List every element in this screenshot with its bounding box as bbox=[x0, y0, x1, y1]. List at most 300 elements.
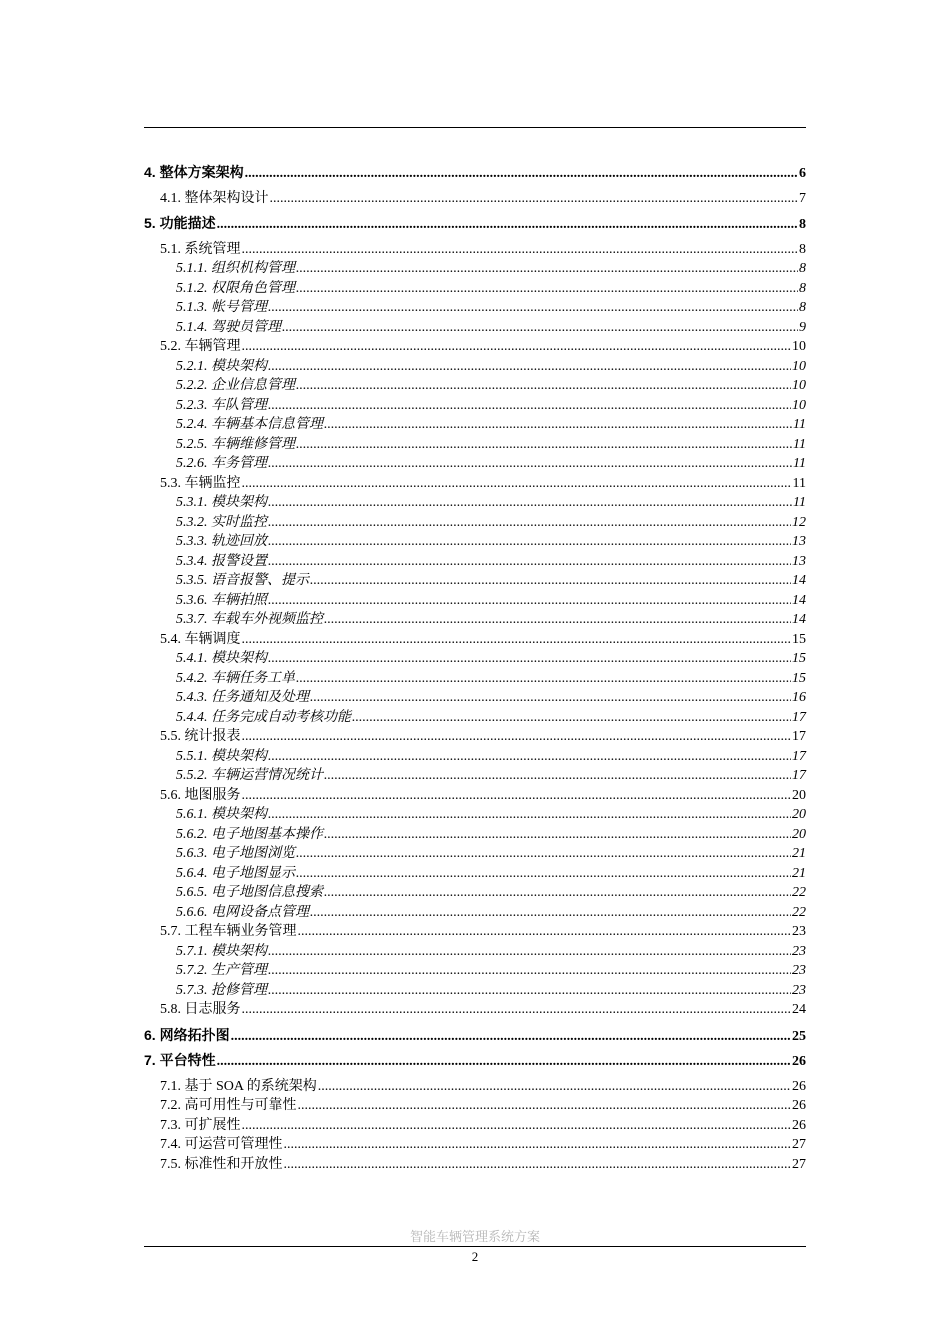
toc-entry-number: 5.6.4. bbox=[176, 865, 208, 881]
toc-entry-number: 5.5.1. bbox=[176, 748, 208, 764]
toc-entry-title: 车载车外视频监控 bbox=[211, 612, 323, 627]
toc-entry-title: 模块架构 bbox=[211, 943, 267, 959]
toc-entry[interactable] bbox=[144, 493, 806, 513]
toc-entry-page: 17 bbox=[792, 709, 806, 725]
toc-entry-label bbox=[160, 1096, 297, 1116]
toc-leader-dots bbox=[242, 1116, 792, 1136]
toc-entry-title: 平台特性 bbox=[159, 1052, 216, 1068]
toc-entry-title: 车辆运营情况统计 bbox=[211, 768, 323, 783]
toc-entry-label bbox=[160, 1000, 241, 1020]
toc-leader-dots bbox=[268, 591, 791, 611]
toc-leader-dots bbox=[296, 259, 798, 279]
toc-entry-page: 8 bbox=[799, 241, 806, 257]
toc-entry[interactable] bbox=[144, 337, 806, 357]
toc-entry-label bbox=[176, 396, 267, 416]
toc-entry-label bbox=[160, 1116, 241, 1136]
toc-entry-number: 5.3.2. bbox=[176, 514, 208, 530]
toc-entry[interactable] bbox=[144, 474, 806, 494]
toc-entry[interactable] bbox=[144, 864, 806, 884]
toc-entry-title: 电子地图信息搜索 bbox=[211, 885, 323, 900]
toc-entry-label bbox=[176, 415, 323, 435]
toc-leader-dots bbox=[296, 435, 792, 455]
toc-entry-number: 5.2.4. bbox=[176, 417, 208, 432]
toc-entry[interactable] bbox=[144, 571, 806, 591]
toc-entry-title: 车辆拍照 bbox=[211, 592, 267, 608]
toc-entry-page: 7 bbox=[799, 190, 806, 206]
toc-entry-page: 17 bbox=[792, 748, 806, 764]
toc-entry-label bbox=[176, 825, 323, 845]
toc-leader-dots bbox=[242, 786, 792, 806]
toc-entry-label bbox=[176, 279, 295, 299]
toc-entry-number: 5.4. bbox=[160, 631, 181, 647]
toc-entry-number: 4.1. bbox=[160, 190, 181, 206]
toc-leader-dots bbox=[268, 942, 791, 962]
toc-entry-title: 电网设备点管理 bbox=[211, 904, 309, 920]
toc-entry-number: 5.3.5. bbox=[176, 573, 208, 588]
toc-entry[interactable] bbox=[144, 591, 806, 611]
toc-entry-page: 20 bbox=[792, 807, 806, 822]
toc-leader-dots bbox=[268, 552, 791, 572]
toc-entry-title: 模块架构 bbox=[211, 495, 267, 510]
toc-entry[interactable] bbox=[144, 1116, 806, 1136]
toc-leader-dots bbox=[284, 1155, 792, 1175]
toc-entry-title: 可扩展性 bbox=[184, 1117, 241, 1133]
toc-entry[interactable] bbox=[144, 844, 806, 864]
toc-entry-number: 5.8. bbox=[160, 1002, 181, 1017]
toc-entry-label bbox=[160, 474, 241, 494]
toc-entry-title: 统计报表 bbox=[184, 729, 241, 744]
toc-entry-page: 14 bbox=[792, 573, 806, 588]
toc-entry[interactable] bbox=[144, 688, 806, 708]
toc-entry-label bbox=[144, 1051, 216, 1071]
toc-entry-title: 高可用性与可靠性 bbox=[184, 1098, 297, 1113]
toc-entry[interactable] bbox=[144, 669, 806, 689]
toc-entry-title: 抢修管理 bbox=[211, 982, 267, 998]
toc-entry[interactable] bbox=[144, 766, 806, 786]
toc-entry-title: 模块架构 bbox=[211, 748, 267, 764]
toc-entry-label bbox=[176, 981, 267, 1001]
toc-leader-dots bbox=[242, 240, 799, 260]
toc-entry-title: 车辆维修管理 bbox=[211, 436, 295, 452]
toc-entry-title: 日志服务 bbox=[184, 1002, 241, 1017]
toc-entry-number: 5.5. bbox=[160, 729, 181, 744]
toc-leader-dots bbox=[282, 318, 798, 338]
toc-entry-title: 车辆任务工单 bbox=[211, 670, 295, 686]
toc-leader-dots bbox=[298, 922, 792, 942]
toc-leader-dots bbox=[296, 279, 798, 299]
toc-entry-page: 11 bbox=[793, 436, 806, 452]
toc-entry-label bbox=[176, 532, 267, 552]
toc-entry-label bbox=[160, 727, 241, 747]
toc-entry-page: 8 bbox=[799, 261, 806, 276]
toc-entry[interactable] bbox=[144, 357, 806, 377]
toc-entry-title: 可运营可管理性 bbox=[184, 1137, 283, 1152]
toc-entry-number: 5.3.7. bbox=[176, 612, 208, 627]
toc-entry[interactable] bbox=[144, 513, 806, 533]
toc-leader-dots bbox=[268, 357, 791, 377]
toc-entry-label bbox=[160, 1155, 283, 1175]
toc-leader-dots bbox=[298, 1096, 792, 1116]
toc-entry-title: 系统管理 bbox=[184, 241, 241, 257]
toc-entry-number: 5.6.1. bbox=[176, 807, 208, 822]
toc-entry[interactable] bbox=[144, 961, 806, 981]
toc-leader-dots bbox=[352, 708, 791, 728]
toc-leader-dots bbox=[242, 727, 792, 747]
toc-entry-page: 23 bbox=[792, 982, 806, 998]
toc-entry-number: 7.5. bbox=[160, 1156, 181, 1172]
toc-entry[interactable] bbox=[144, 435, 806, 455]
toc-entry-label bbox=[176, 298, 267, 318]
toc-entry-page: 10 bbox=[792, 358, 806, 374]
toc-leader-dots bbox=[270, 189, 799, 209]
toc-entry-number: 5.6.3. bbox=[176, 846, 208, 861]
toc-entry-number: 5.1.4. bbox=[176, 319, 208, 335]
toc-entry-title: 车队管理 bbox=[211, 397, 267, 413]
toc-entry-label bbox=[176, 571, 309, 591]
toc-entry-number: 5.1.1. bbox=[176, 261, 208, 276]
toc-entry-label bbox=[176, 766, 323, 786]
toc-entry-number: 5.4.1. bbox=[176, 651, 208, 666]
toc-leader-dots bbox=[324, 766, 791, 786]
toc-entry[interactable] bbox=[144, 610, 806, 630]
toc-entry-title: 车辆基本信息管理 bbox=[211, 417, 323, 432]
toc-entry-page: 15 bbox=[792, 651, 806, 666]
toc-entry-label bbox=[176, 669, 295, 689]
toc-entry[interactable] bbox=[144, 552, 806, 572]
toc-leader-dots bbox=[268, 961, 791, 981]
toc-entry-number: 5.1.3. bbox=[176, 300, 208, 315]
toc-entry[interactable] bbox=[144, 922, 806, 942]
toc-entry-label bbox=[176, 454, 267, 474]
toc-entry[interactable] bbox=[144, 189, 806, 209]
toc-entry-title: 模块架构 bbox=[211, 358, 267, 374]
toc-entry-page: 10 bbox=[792, 339, 806, 354]
toc-entry-number: 5.5.2. bbox=[176, 768, 208, 783]
toc-entry-number: 5. bbox=[144, 215, 156, 231]
toc-entry-title: 报警设置 bbox=[211, 553, 267, 569]
toc-entry[interactable] bbox=[144, 1077, 806, 1097]
toc-entry-title: 功能描述 bbox=[159, 215, 216, 231]
toc-entry-page: 24 bbox=[792, 1002, 806, 1017]
toc-entry-number: 5.7.1. bbox=[176, 943, 208, 959]
toc-entry-title: 实时监控 bbox=[211, 514, 267, 530]
toc-entry-label bbox=[176, 805, 267, 825]
toc-entry-title: 企业信息管理 bbox=[211, 378, 295, 393]
toc-entry-label bbox=[176, 844, 295, 864]
toc-entry[interactable] bbox=[144, 805, 806, 825]
toc-entry-page: 23 bbox=[792, 963, 806, 978]
toc-entry-number: 5.1. bbox=[160, 241, 181, 257]
footer-title: 智能车辆管理系统方案 bbox=[409, 1229, 540, 1244]
toc-entry-number: 5.2. bbox=[160, 339, 181, 354]
toc-entry[interactable] bbox=[144, 163, 806, 183]
toc-entry-title: 驾驶员管理 bbox=[211, 319, 281, 335]
toc-entry-page: 14 bbox=[792, 592, 806, 608]
toc-entry-number: 5.4.4. bbox=[176, 709, 208, 725]
toc-entry-label bbox=[160, 337, 241, 357]
toc-entry[interactable] bbox=[144, 727, 806, 747]
toc-leader-dots bbox=[268, 532, 791, 552]
toc-entry-page: 26 bbox=[792, 1117, 806, 1133]
toc-leader-dots bbox=[296, 844, 791, 864]
toc-entry-page: 6 bbox=[799, 166, 806, 181]
toc-entry-label bbox=[176, 961, 267, 981]
toc-entry-number: 5.6.6. bbox=[176, 904, 208, 920]
toc-entry-label bbox=[160, 189, 269, 209]
toc-entry-number: 5.1.2. bbox=[176, 280, 208, 296]
toc-entry-title: 标准性和开放性 bbox=[184, 1156, 283, 1172]
toc-entry-page: 23 bbox=[792, 924, 806, 939]
toc-entry-label bbox=[144, 163, 244, 183]
toc-entry-label bbox=[160, 922, 297, 942]
toc-entry-page: 9 bbox=[799, 319, 806, 335]
toc-entry[interactable] bbox=[144, 240, 806, 260]
toc-leader-dots bbox=[242, 630, 792, 650]
toc-entry-label bbox=[160, 240, 241, 260]
toc-entry-number: 4. bbox=[144, 164, 156, 180]
toc-entry-label bbox=[176, 864, 295, 884]
toc-entry-label bbox=[176, 513, 267, 533]
toc-entry-number: 5.3.1. bbox=[176, 495, 208, 510]
toc-entry[interactable] bbox=[144, 454, 806, 474]
toc-entry-title: 电子地图显示 bbox=[211, 865, 295, 881]
toc-entry-title: 基于 SOA 的系统架构 bbox=[184, 1078, 317, 1094]
toc-entry-number: 5.6.5. bbox=[176, 885, 208, 900]
toc-entry-title: 任务通知及处理 bbox=[211, 690, 309, 705]
toc-entry[interactable] bbox=[144, 1026, 806, 1046]
toc-entry-page: 27 bbox=[792, 1156, 806, 1172]
toc-entry-number: 6. bbox=[144, 1026, 156, 1043]
toc-leader-dots bbox=[268, 396, 791, 416]
toc-entry-number: 5.6. bbox=[160, 787, 181, 803]
toc-leader-dots bbox=[310, 688, 791, 708]
toc-entry[interactable] bbox=[144, 279, 806, 299]
toc-leader-dots bbox=[310, 903, 791, 923]
toc-leader-dots bbox=[324, 415, 792, 435]
toc-entry-label bbox=[176, 493, 267, 513]
toc-entry-page: 22 bbox=[792, 904, 806, 920]
toc-entry-title: 车辆调度 bbox=[184, 631, 241, 647]
toc-entry-number: 5.2.6. bbox=[176, 456, 208, 471]
toc-entry[interactable] bbox=[144, 1135, 806, 1155]
toc-entry-page: 26 bbox=[792, 1098, 806, 1113]
toc-entry-number: 5.2.2. bbox=[176, 378, 208, 393]
toc-entry-label bbox=[176, 552, 267, 572]
toc-entry-label bbox=[176, 376, 295, 396]
toc-entry-title: 帐号管理 bbox=[211, 300, 267, 315]
toc-entry-page: 21 bbox=[792, 865, 806, 881]
page-number: 2 bbox=[471, 1249, 479, 1264]
toc-entry[interactable] bbox=[144, 318, 806, 338]
toc-entry-number: 5.4.2. bbox=[176, 670, 208, 686]
toc-entry-page: 17 bbox=[792, 729, 806, 744]
toc-entry[interactable] bbox=[144, 981, 806, 1001]
toc-entry-number: 5.3. bbox=[160, 475, 181, 491]
toc-entry-label bbox=[144, 1026, 230, 1046]
toc-leader-dots bbox=[324, 610, 791, 630]
toc-entry-number: 7.3. bbox=[160, 1117, 181, 1133]
toc-leader-dots bbox=[268, 298, 798, 318]
toc-entry[interactable] bbox=[144, 415, 806, 435]
toc-entry-number: 5.3.3. bbox=[176, 534, 208, 549]
toc-entry-label bbox=[176, 357, 267, 377]
toc-entry[interactable] bbox=[144, 1000, 806, 1020]
toc-entry[interactable] bbox=[144, 376, 806, 396]
toc-entry-page: 13 bbox=[792, 534, 806, 549]
toc-leader-dots bbox=[268, 493, 792, 513]
toc-entry-page: 20 bbox=[792, 787, 806, 803]
toc-entry-number: 7.4. bbox=[160, 1137, 181, 1152]
toc-leader-dots bbox=[268, 649, 791, 669]
toc-entry-label bbox=[176, 591, 267, 611]
toc-entry-page: 11 bbox=[793, 417, 806, 432]
toc-entry-number: 5.7.2. bbox=[176, 963, 208, 978]
toc-entry-title: 车辆管理 bbox=[184, 339, 241, 354]
toc-entry-label bbox=[176, 942, 267, 962]
toc-entry-title: 电子地图基本操作 bbox=[211, 826, 323, 842]
toc-entry-page: 23 bbox=[792, 943, 806, 959]
toc-entry-label bbox=[176, 610, 323, 630]
toc-entry-label bbox=[160, 1077, 317, 1097]
toc-entry-label bbox=[176, 318, 281, 338]
toc-entry[interactable] bbox=[144, 259, 806, 279]
toc-entry-title: 电子地图浏览 bbox=[211, 846, 295, 861]
toc-entry-page: 14 bbox=[792, 612, 806, 627]
toc-entry-number: 5.7.3. bbox=[176, 982, 208, 998]
toc-leader-dots bbox=[217, 215, 798, 235]
toc-entry-page: 15 bbox=[792, 670, 806, 686]
toc-entry[interactable] bbox=[144, 1155, 806, 1175]
toc-entry-number: 5.3.6. bbox=[176, 592, 208, 608]
toc-entry-label bbox=[176, 688, 309, 708]
toc-entry-page: 8 bbox=[799, 300, 806, 315]
toc-entry-page: 12 bbox=[792, 514, 806, 530]
table-of-contents bbox=[144, 157, 806, 1174]
toc-entry-label bbox=[160, 1135, 283, 1155]
toc-entry[interactable] bbox=[144, 630, 806, 650]
toc-entry-number: 5.6.2. bbox=[176, 826, 208, 842]
toc-entry[interactable] bbox=[144, 532, 806, 552]
toc-entry-page: 10 bbox=[792, 378, 806, 393]
toc-entry-title: 任务完成自动考核功能 bbox=[211, 709, 351, 725]
toc-entry-title: 语音报警、提示 bbox=[211, 573, 309, 588]
toc-entry-title: 生产管理 bbox=[211, 963, 267, 978]
toc-entry-label bbox=[176, 259, 295, 279]
toc-entry[interactable] bbox=[144, 825, 806, 845]
toc-entry-page: 21 bbox=[792, 846, 806, 861]
toc-entry-title: 权限角色管理 bbox=[211, 280, 295, 296]
toc-entry[interactable] bbox=[144, 298, 806, 318]
toc-entry[interactable] bbox=[144, 1096, 806, 1116]
toc-entry-page: 25 bbox=[792, 1028, 806, 1044]
toc-entry[interactable] bbox=[144, 1051, 806, 1071]
toc-entry-page: 15 bbox=[792, 631, 806, 647]
toc-entry-number: 7.1. bbox=[160, 1078, 181, 1094]
toc-leader-dots bbox=[268, 513, 791, 533]
toc-leader-dots bbox=[318, 1077, 791, 1097]
toc-entry-label bbox=[176, 747, 267, 767]
toc-entry-label bbox=[176, 883, 323, 903]
toc-entry-page: 17 bbox=[792, 768, 806, 783]
toc-entry-title: 模块架构 bbox=[211, 807, 267, 822]
footer-rule bbox=[144, 1246, 806, 1247]
toc-entry-page: 22 bbox=[792, 885, 806, 900]
toc-leader-dots bbox=[231, 1027, 791, 1047]
toc-leader-dots bbox=[310, 571, 791, 591]
toc-entry-number: 5.2.1. bbox=[176, 358, 208, 374]
toc-entry-label bbox=[176, 903, 309, 923]
toc-entry-page: 8 bbox=[799, 217, 806, 232]
toc-entry-page: 8 bbox=[799, 280, 806, 296]
toc-entry-number: 5.2.3. bbox=[176, 397, 208, 413]
toc-entry-title: 车辆监控 bbox=[184, 475, 241, 491]
toc-entry-page: 26 bbox=[792, 1078, 806, 1094]
toc-entry-label bbox=[176, 649, 267, 669]
toc-leader-dots bbox=[242, 474, 792, 494]
toc-leader-dots bbox=[245, 164, 798, 184]
toc-entry[interactable] bbox=[144, 942, 806, 962]
toc-entry-title: 整体架构设计 bbox=[184, 190, 269, 206]
toc-entry[interactable] bbox=[144, 747, 806, 767]
toc-entry-number: 5.2.5. bbox=[176, 436, 208, 452]
toc-leader-dots bbox=[268, 454, 792, 474]
toc-entry-label bbox=[144, 214, 216, 234]
toc-leader-dots bbox=[242, 1000, 792, 1020]
toc-entry-number: 5.4.3. bbox=[176, 690, 208, 705]
toc-entry-title: 工程车辆业务管理 bbox=[184, 924, 297, 939]
toc-leader-dots bbox=[284, 1135, 792, 1155]
page-footer bbox=[144, 1228, 806, 1266]
toc-entry-page: 27 bbox=[792, 1137, 806, 1152]
toc-entry-page: 11 bbox=[792, 475, 806, 491]
toc-leader-dots bbox=[268, 805, 791, 825]
toc-leader-dots bbox=[296, 376, 791, 396]
toc-entry-title: 地图服务 bbox=[184, 787, 241, 803]
toc-entry-title: 整体方案架构 bbox=[159, 164, 244, 180]
toc-entry-title: 车务管理 bbox=[211, 456, 267, 471]
toc-entry-title: 模块架构 bbox=[211, 651, 267, 666]
toc-entry[interactable] bbox=[144, 649, 806, 669]
toc-entry-title: 网络拓扑图 bbox=[159, 1026, 230, 1043]
toc-entry-page: 26 bbox=[792, 1054, 806, 1069]
toc-leader-dots bbox=[217, 1052, 791, 1072]
toc-entry[interactable] bbox=[144, 786, 806, 806]
toc-entry[interactable] bbox=[144, 708, 806, 728]
toc-entry-title: 组织机构管理 bbox=[211, 261, 295, 276]
toc-leader-dots bbox=[296, 864, 791, 884]
toc-entry-page: 10 bbox=[792, 397, 806, 413]
toc-entry-page: 20 bbox=[792, 826, 806, 842]
toc-entry[interactable] bbox=[144, 214, 806, 234]
toc-entry-number: 7.2. bbox=[160, 1098, 181, 1113]
toc-entry[interactable] bbox=[144, 396, 806, 416]
toc-leader-dots bbox=[242, 337, 792, 357]
toc-entry-number: 7. bbox=[144, 1052, 156, 1068]
toc-entry-page: 11 bbox=[793, 456, 806, 471]
toc-leader-dots bbox=[268, 747, 791, 767]
toc-entry-label bbox=[176, 435, 295, 455]
toc-leader-dots bbox=[268, 981, 791, 1001]
toc-entry-page: 11 bbox=[793, 495, 806, 510]
toc-entry-title: 轨迹回放 bbox=[211, 534, 267, 549]
toc-leader-dots bbox=[324, 883, 791, 903]
toc-entry[interactable] bbox=[144, 903, 806, 923]
toc-leader-dots bbox=[324, 825, 791, 845]
toc-entry-label bbox=[160, 630, 241, 650]
header-rule bbox=[144, 127, 806, 128]
toc-entry-page: 13 bbox=[792, 553, 806, 569]
toc-entry[interactable] bbox=[144, 883, 806, 903]
